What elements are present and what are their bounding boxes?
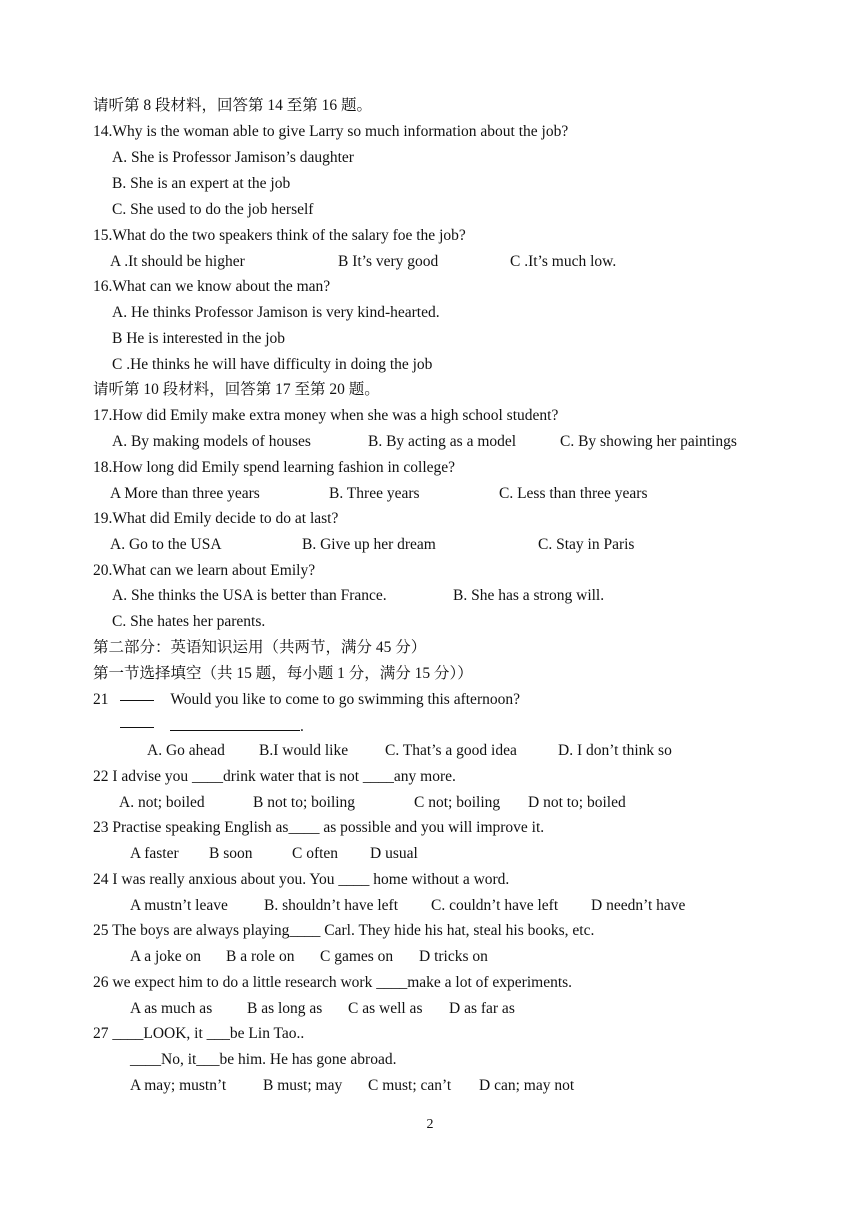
question-21-end: . bbox=[300, 718, 304, 735]
option-18a: A More than three years bbox=[110, 485, 260, 502]
option-17b: B. By acting as a model bbox=[368, 433, 517, 450]
question-22: 22 I advise you ____drink water that is not ____any more. bbox=[93, 768, 456, 785]
option-24b: B. shouldn’t have left bbox=[264, 897, 399, 914]
option-18c: C. Less than three years bbox=[499, 485, 648, 502]
option-14a: A. She is Professor Jamison’s daughter bbox=[112, 149, 354, 166]
question-18: 18.How long did Emily spend learning fashion in college? bbox=[93, 459, 456, 476]
question-21-number: 21 bbox=[93, 691, 109, 708]
section-heading-10: 请听第 10 段材料，回答第 17 至第 20 题。 bbox=[93, 381, 380, 398]
question-27: 27 ____LOOK, it ___be Lin Tao.. bbox=[93, 1025, 305, 1042]
option-15b: B It’s very good bbox=[338, 253, 439, 270]
question-14: 14.Why is the woman able to give Larry so much information about the job? bbox=[93, 123, 569, 140]
option-14c: C. She used to do the job herself bbox=[112, 201, 314, 218]
option-24a: A mustn’t leave bbox=[130, 897, 228, 914]
question-21 bbox=[93, 690, 520, 710]
option-18b: B. Three years bbox=[329, 485, 420, 502]
option-25b: B a role on bbox=[226, 948, 295, 965]
option-23c: C often bbox=[292, 845, 339, 862]
option-27d: D can; may not bbox=[479, 1077, 575, 1094]
option-27a: A may; mustn’t bbox=[130, 1077, 227, 1094]
option-23b: B soon bbox=[209, 845, 253, 862]
section-one-heading: 第一节选择填空（共 15 题，每小题 1 分，满分 15 分）） bbox=[93, 665, 473, 682]
page-number: 2 bbox=[426, 1117, 434, 1132]
question-20: 20.What can we learn about Emily? bbox=[93, 562, 316, 579]
question-15: 15.What do the two speakers think of the salary foe the job? bbox=[93, 227, 466, 244]
option-26d: D as far as bbox=[449, 1000, 515, 1017]
option-16c: C .He thinks he will have difficulty in doing the job bbox=[112, 356, 433, 373]
option-26b: B as long as bbox=[247, 1000, 323, 1017]
option-23a: A faster bbox=[130, 845, 179, 862]
option-25a: A a joke on bbox=[130, 948, 202, 965]
option-20c: C. She hates her parents. bbox=[112, 613, 266, 630]
option-24d: D needn’t have bbox=[591, 897, 686, 914]
option-25d: D tricks on bbox=[419, 948, 488, 965]
answer-blank bbox=[170, 716, 300, 731]
option-20a: A. She thinks the USA is better than France. bbox=[112, 587, 387, 604]
question-23: 23 Practise speaking English as____ as possible and you will improve it. bbox=[93, 819, 545, 836]
option-22c: C not; boiling bbox=[414, 794, 501, 811]
option-16b: B He is interested in the job bbox=[112, 330, 286, 347]
question-19: 19.What did Emily decide to do at last? bbox=[93, 510, 339, 527]
option-16a: A. He thinks Professor Jamison is very kind-hearted. bbox=[112, 304, 440, 321]
option-15c: C .It’s much low. bbox=[510, 253, 617, 270]
option-17c: C. By showing her paintings bbox=[560, 433, 737, 450]
question-16: 16.What can we know about the man? bbox=[93, 278, 331, 295]
option-21d: D. I don’t think so bbox=[558, 742, 672, 759]
section-heading-8: 请听第 8 段材料，回答第 14 至第 16 题。 bbox=[93, 97, 373, 114]
option-21a: A. Go ahead bbox=[147, 742, 225, 759]
question-21-text: Would you like to come to go swimming this afternoon? bbox=[170, 691, 520, 708]
option-21c: C. That’s a good idea bbox=[385, 742, 517, 759]
option-14b: B. She is an expert at the job bbox=[112, 175, 291, 192]
option-20b: B. She has a strong will. bbox=[453, 587, 605, 604]
question-27-reply: ____No, it___be him. He has gone abroad. bbox=[130, 1051, 397, 1068]
option-26c: C as well as bbox=[348, 1000, 423, 1017]
option-22a: A. not; boiled bbox=[119, 794, 205, 811]
option-19c: C. Stay in Paris bbox=[538, 536, 635, 553]
option-15a: A .It should be higher bbox=[110, 253, 245, 270]
option-23d: D usual bbox=[370, 845, 418, 862]
question-21-reply bbox=[120, 716, 304, 737]
question-24: 24 I was really anxious about you. You ____ home without a word. bbox=[93, 871, 510, 888]
option-19b: B. Give up her dream bbox=[302, 536, 436, 553]
option-24c: C. couldn’t have left bbox=[431, 897, 559, 914]
question-17: 17.How did Emily make extra money when she was a high school student? bbox=[93, 407, 559, 424]
option-25c: C games on bbox=[320, 948, 394, 965]
option-21b: B.I would like bbox=[259, 742, 349, 759]
question-26: 26 we expect him to do a little research work ____make a lot of experiments. bbox=[93, 974, 573, 991]
option-27b: B must; may bbox=[263, 1077, 343, 1094]
option-27c: C must; can’t bbox=[368, 1077, 452, 1094]
question-25: 25 The boys are always playing____ Carl. They hide his hat, steal his books, etc. bbox=[93, 922, 595, 939]
option-17a: A. By making models of houses bbox=[112, 433, 311, 450]
option-22d: D not to; boiled bbox=[528, 794, 626, 811]
option-19a: A. Go to the USA bbox=[110, 536, 222, 553]
part-two-heading: 第二部分：英语知识运用（共两节，满分 45 分） bbox=[93, 639, 427, 656]
dialogue-dash bbox=[120, 700, 154, 701]
dialogue-dash bbox=[120, 727, 154, 728]
option-26a: A as much as bbox=[130, 1000, 213, 1017]
option-22b: B not to; boiling bbox=[253, 794, 356, 811]
